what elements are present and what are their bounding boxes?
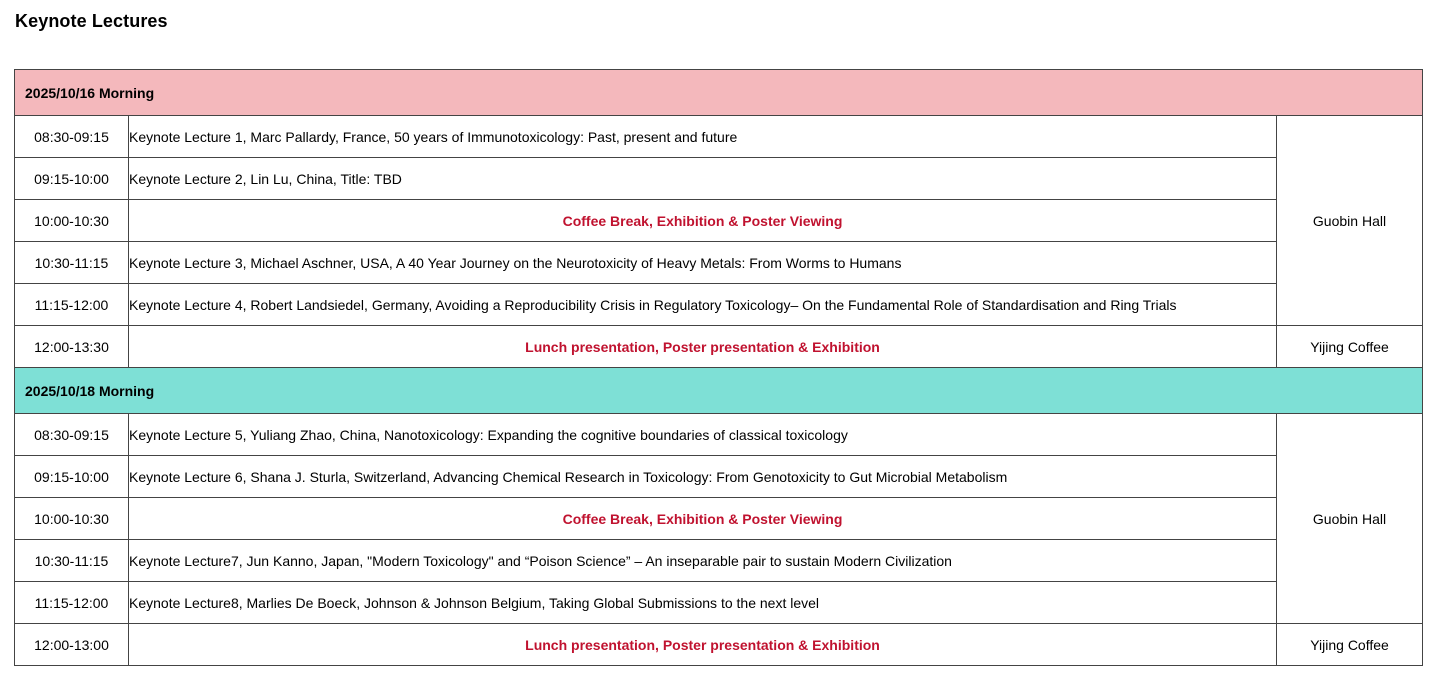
break-description: Coffee Break, Exhibition & Poster Viewing [129,498,1277,540]
session-description: Keynote Lecture 5, Yuliang Zhao, China, Nanotoxicology: Expanding the cognitive boundaries of classical toxicology [129,414,1277,456]
session-time: 09:15-10:00 [15,158,129,200]
table-row [15,284,1423,326]
table-row [15,582,1423,624]
session-time: 11:15-12:00 [15,284,129,326]
day-header: 2025/10/16 Morning [15,70,1423,116]
table-row [15,242,1423,284]
session-description: Keynote Lecture 6, Shana J. Sturla, Switzerland, Advancing Chemical Research in Toxicology: From Genotoxicity to Gut Microbial Metabolism [129,456,1277,498]
session-venue: Guobin Hall [1277,414,1423,624]
keynote-schedule-table [14,69,1423,666]
session-time: 10:00-10:30 [15,200,129,242]
page-title: Keynote Lectures [15,11,168,31]
session-description: Keynote Lecture 1, Marc Pallardy, France, 50 years of Immunotoxicology: Past, present and future [129,116,1277,158]
session-description: Keynote Lecture 4, Robert Landsiedel, Germany, Avoiding a Reproducibility Crisis in Regulatory Toxicology– On the Fundamental Role of Standardisation and Ring Trials [129,284,1277,326]
table-row [15,498,1423,540]
day-header: 2025/10/18 Morning [15,368,1423,414]
day-header-row [15,368,1423,414]
table-row [15,200,1423,242]
session-time: 09:15-10:00 [15,456,129,498]
session-time: 10:30-11:15 [15,540,129,582]
session-time: 12:00-13:00 [15,624,129,666]
session-time: 12:00-13:30 [15,326,129,368]
session-time: 10:30-11:15 [15,242,129,284]
session-description: Keynote Lecture8, Marlies De Boeck, Johnson & Johnson Belgium, Taking Global Submissions to the next level [129,582,1277,624]
session-description: Keynote Lecture 3, Michael Aschner, USA, A 40 Year Journey on the Neurotoxicity of Heavy Metals: From Worms to Humans [129,242,1277,284]
session-description: Keynote Lecture7, Jun Kanno, Japan, "Modern Toxicology" and “Poison Science” – An inseparable pair to sustain Modern Civilization [129,540,1277,582]
session-time: 08:30-09:15 [15,116,129,158]
break-description: Coffee Break, Exhibition & Poster Viewing [129,200,1277,242]
session-venue: Guobin Hall [1277,116,1423,326]
session-time: 11:15-12:00 [15,582,129,624]
lunch-venue: Yijing Coffee [1277,326,1423,368]
table-row [15,326,1423,368]
table-row [15,540,1423,582]
table-row [15,158,1423,200]
day-header-row [15,70,1423,116]
table-row [15,414,1423,456]
table-row [15,116,1423,158]
session-time: 10:00-10:30 [15,498,129,540]
table-row [15,624,1423,666]
table-row [15,456,1423,498]
session-time: 08:30-09:15 [15,414,129,456]
lunch-description: Lunch presentation, Poster presentation & Exhibition [129,624,1277,666]
lunch-venue: Yijing Coffee [1277,624,1423,666]
session-description: Keynote Lecture 2, Lin Lu, China, Title: TBD [129,158,1277,200]
lunch-description: Lunch presentation, Poster presentation & Exhibition [129,326,1277,368]
